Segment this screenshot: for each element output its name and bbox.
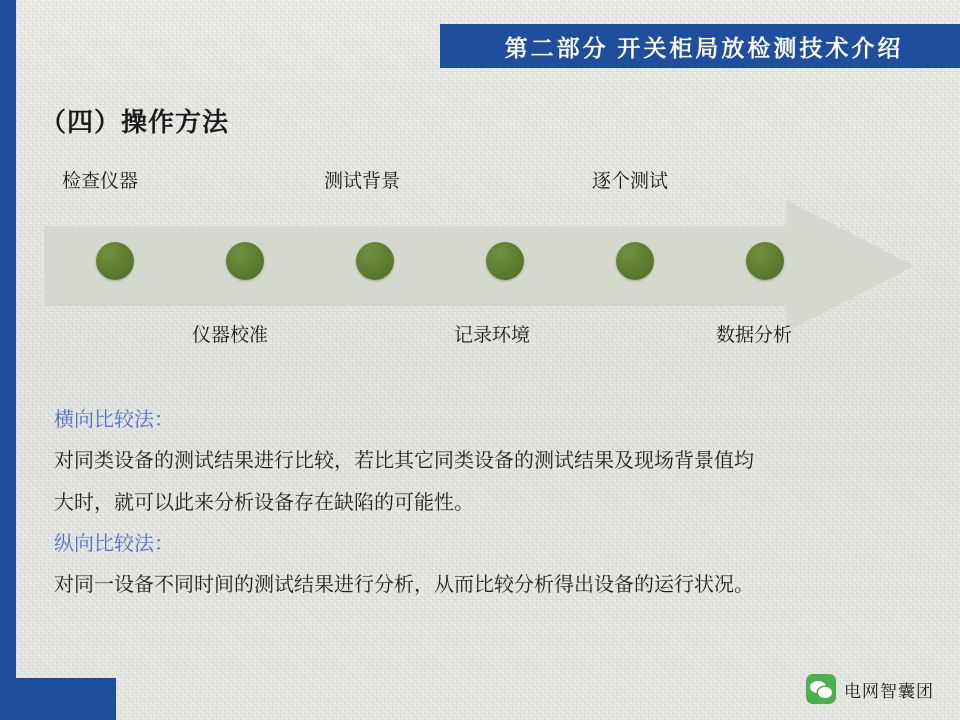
watermark [806, 674, 934, 704]
watermark-label: 电网智囊团 [844, 681, 934, 701]
process-top-label-2: 测试背景 [324, 171, 401, 192]
process-node-4 [486, 242, 524, 280]
process-node-2 [226, 242, 264, 280]
process-bottom-label-3: 数据分析 [716, 325, 793, 346]
method-heading-horizontal: 横向比较法： [54, 409, 174, 431]
process-bottom-label-2: 记录环境 [454, 325, 531, 346]
process-diagram [34, 160, 924, 360]
body-text-block [54, 400, 914, 606]
process-top-label-1: 检查仪器 [62, 171, 139, 192]
process-node-5 [616, 242, 654, 280]
method-horizontal-line-2: 大时，就可以此来分析设备存在缺陷的可能性。 [54, 492, 474, 514]
page-title: （四）操作方法 [40, 107, 230, 137]
process-top-label-3: 逐个测试 [592, 171, 669, 192]
left-accent-bar [0, 0, 16, 720]
arrow-shape [44, 200, 914, 332]
header-title: 第二部分 开关柜局放检测技术介绍 [504, 35, 904, 61]
arrow-icon [44, 200, 914, 332]
process-node-1 [96, 242, 134, 280]
method-heading-vertical: 纵向比较法： [54, 533, 174, 555]
method-vertical-line-1: 对同一设备不同时间的测试结果进行分析，从而比较分析得出设备的运行状况。 [54, 574, 754, 596]
process-node-3 [356, 242, 394, 280]
process-node-6 [746, 242, 784, 280]
bottom-accent-bar [16, 678, 116, 720]
header-banner [440, 24, 960, 68]
method-horizontal-line-1: 对同类设备的测试结果进行比较，若比其它同类设备的测试结果及现场背景值均 [54, 450, 754, 472]
process-bottom-label-1: 仪器校准 [192, 325, 269, 346]
wechat-icon [806, 674, 836, 704]
